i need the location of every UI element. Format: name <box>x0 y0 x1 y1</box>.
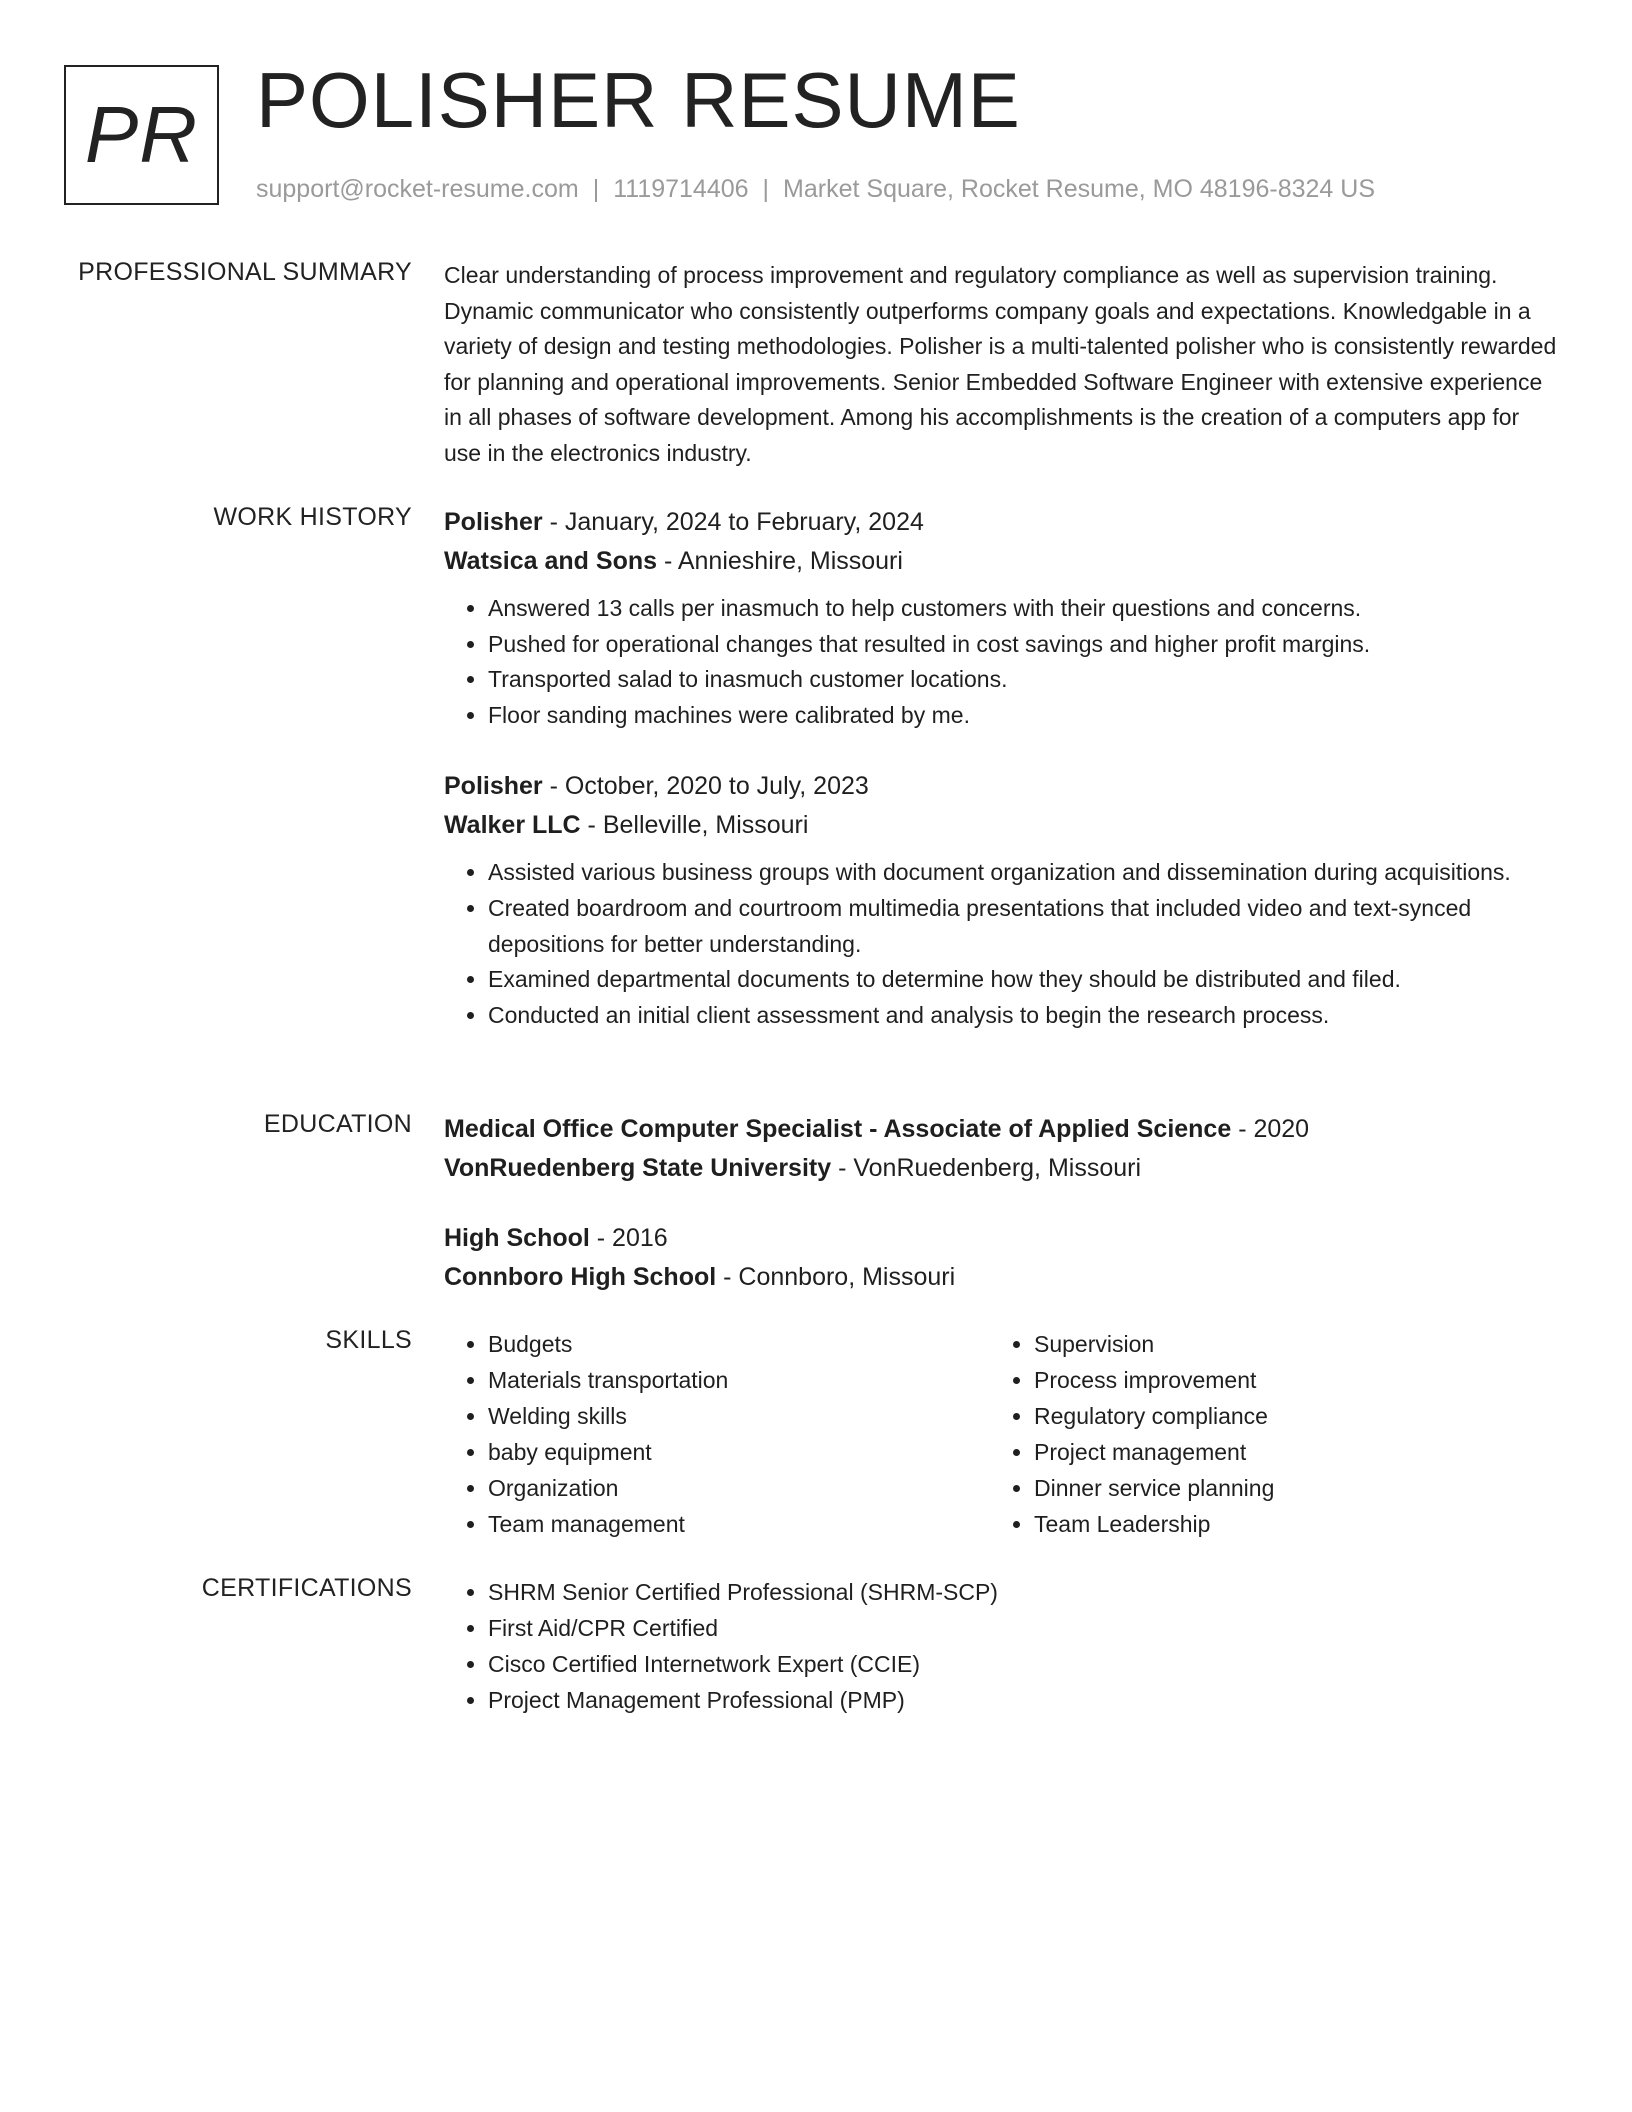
job-dates: - January, 2024 to February, 2024 <box>542 508 924 536</box>
job-bullet: • Examined departmental documents to determine how they should be distributed and filed. <box>488 962 1560 998</box>
monogram-box <box>64 65 219 205</box>
job-location: - Annieshire, Missouri <box>657 547 903 575</box>
job-bullet: • Floor sanding machines were calibrated by me. <box>488 698 1560 734</box>
education-school-line <box>444 1149 1560 1188</box>
section-label-certifications: CERTIFICATIONS <box>201 1574 412 1602</box>
job-bullet: • Created boardroom and courtroom multimedia presentations that included video and text-synced depositions for better understanding. <box>488 891 1560 962</box>
education-school: Connboro High School <box>444 1263 717 1291</box>
job-title: Polisher <box>444 772 543 801</box>
job-company: Walker LLC <box>444 811 581 840</box>
contact-address: Market Square, Rocket Resume, MO 48196-8324 US <box>783 175 1375 203</box>
job-bullet: • Transported salad to inasmuch customer locations. <box>488 662 1560 698</box>
education-entry <box>444 1110 1560 1188</box>
job-bullet: • Answered 13 calls per inasmuch to help customers with their questions and concerns. <box>488 591 1560 627</box>
contact-separator: | <box>592 175 600 203</box>
section-label-summary: PROFESSIONAL SUMMARY <box>78 258 412 286</box>
certification-item: • First Aid/CPR Certified <box>488 1610 1488 1646</box>
skill-item: • Materials transportation <box>488 1362 990 1398</box>
work-history-body <box>444 503 1560 1033</box>
job-company-line <box>444 806 1560 845</box>
skills-column-right <box>990 1326 1536 1542</box>
job-entry <box>444 503 1560 733</box>
job-company: Watsica and Sons <box>444 547 658 575</box>
education-body <box>444 1110 1560 1297</box>
job-bullet: • Pushed for operational changes that resulted in cost savings and higher profit margins. <box>488 627 1560 663</box>
education-degree: Medical Office Computer Specialist - Associate of Applied Science <box>444 1115 1232 1143</box>
skill-item: • Budgets <box>488 1326 990 1362</box>
skill-item: • Welding skills <box>488 1398 990 1434</box>
job-bullets <box>444 591 1560 733</box>
job-bullet: • Assisted various business groups with document organization and dissemination during acquisitions. <box>488 855 1560 891</box>
skill-item: • Process improvement <box>1034 1362 1536 1398</box>
section-label-skills: SKILLS <box>325 1326 412 1354</box>
skill-item: • Organization <box>488 1470 990 1506</box>
job-title-line <box>444 503 1560 542</box>
skill-item: • Project management <box>1034 1434 1536 1470</box>
skill-item: • baby equipment <box>488 1434 990 1470</box>
education-school-line <box>444 1258 1560 1297</box>
certifications-list <box>444 1574 1488 1718</box>
skill-item: • Regulatory compliance <box>1034 1398 1536 1434</box>
education-location: - Connboro, Missouri <box>716 1263 956 1291</box>
job-title-line <box>444 767 1560 806</box>
job-bullets <box>444 855 1560 1033</box>
contact-line <box>256 175 1375 204</box>
education-location: - VonRuedenberg, Missouri <box>831 1154 1142 1182</box>
job-entry <box>444 767 1560 1033</box>
job-bullet: • Conducted an initial client assessment and analysis to begin the research process. <box>488 998 1560 1034</box>
education-school: VonRuedenberg State University <box>444 1154 832 1182</box>
education-entry <box>444 1219 1560 1297</box>
skills-column-left <box>444 1326 990 1542</box>
skills-body <box>444 1326 1560 1542</box>
summary-body <box>444 258 1560 472</box>
job-company-line <box>444 542 1560 581</box>
certification-item: • Project Management Professional (PMP) <box>488 1682 1488 1718</box>
job-title: Polisher <box>444 508 543 536</box>
summary-text: Clear understanding of process improvement and regulatory compliance as well as supervision training. Dynamic communicator who consistently outperforms company goals and expectations. Knowledgable in a variety of design and testing methodologies. Polisher is a multi-talented polisher who is consistently rewarded for planning and operational improvements. Senior Embedded Software Engineer with extensive experience in all phases of software development. Among his accomplishments is the creation of a computers app for use in the electronics industry. <box>444 262 1557 466</box>
job-dates: - October, 2020 to July, 2023 <box>542 772 869 801</box>
skill-item: • Dinner service planning <box>1034 1470 1536 1506</box>
contact-phone[interactable]: 1119714406 <box>613 175 749 203</box>
certification-item: • SHRM Senior Certified Professional (SHRM-SCP) <box>488 1574 1488 1610</box>
education-year: - 2016 <box>589 1224 668 1252</box>
skill-item: • Team Leadership <box>1034 1506 1536 1542</box>
certification-item: • Cisco Certified Internetwork Expert (CCIE) <box>488 1646 1488 1682</box>
section-label-education: EDUCATION <box>263 1110 412 1138</box>
job-location: - Belleville, Missouri <box>580 811 809 840</box>
skill-item: • Supervision <box>1034 1326 1536 1362</box>
education-degree: High School <box>444 1224 590 1252</box>
section-label-work-history: WORK HISTORY <box>213 503 412 531</box>
certifications-body <box>444 1574 1560 1718</box>
education-degree-line <box>444 1110 1560 1149</box>
contact-email[interactable]: support@rocket-resume.com <box>256 175 579 203</box>
education-year: - 2020 <box>1231 1115 1310 1143</box>
education-degree-line <box>444 1219 1560 1258</box>
contact-separator: | <box>762 175 770 203</box>
monogram-initials: PR <box>84 90 199 179</box>
skill-item: • Team management <box>488 1506 990 1542</box>
resume-name: POLISHER RESUME <box>256 56 1021 144</box>
